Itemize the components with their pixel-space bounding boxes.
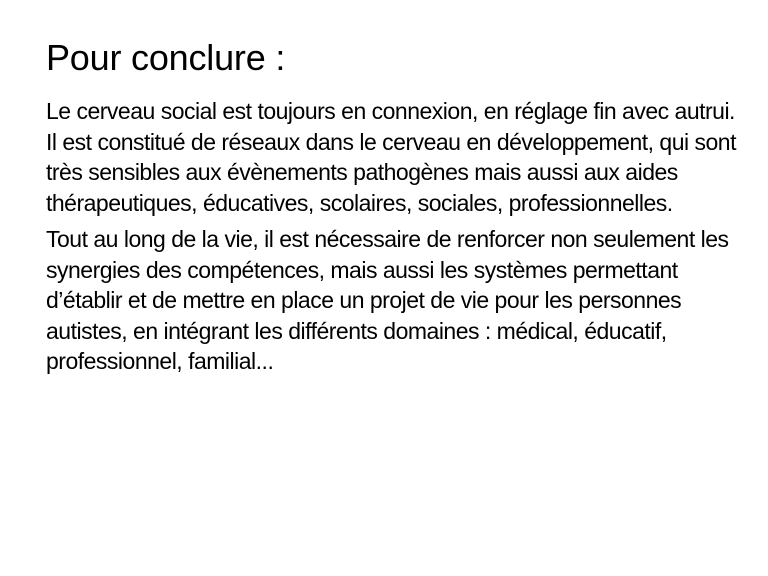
slide-title: Pour conclure : [46, 37, 286, 78]
slide-body [46, 96, 736, 383]
paragraph-social-brain: Le cerveau social est toujours en connexion, en réglage fin avec autrui. Il est constitué de réseaux dans le cerveau en développement, qui sont très sensibles aux évènements pathogènes mais aussi aux aides thérapeutiques, éducatives, scolaires, sociales, professionnelles. [46, 98, 736, 216]
paragraph-life-project: Tout au long de la vie, il est nécessaire de renforcer non seulement les synergies des compétences, mais aussi les systèmes permettant d’établir et de mettre en place un projet de vie pour les personnes autistes, en intégrant les différents domaines : médical, éducatif, professionnel, familial... [46, 226, 729, 374]
